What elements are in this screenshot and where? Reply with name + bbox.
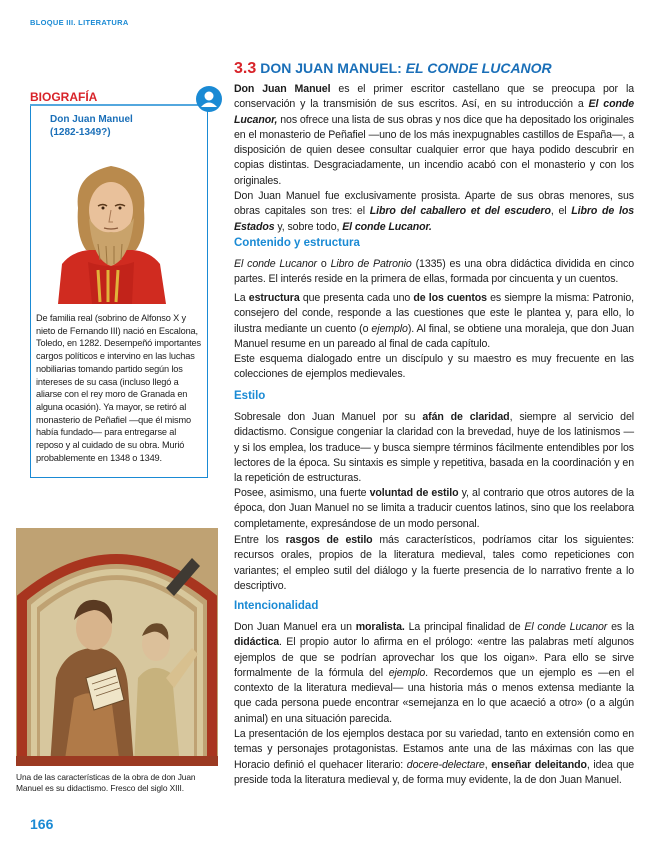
keyword: rasgos de estilo	[285, 534, 373, 546]
estilo-paragraph-1	[234, 410, 634, 486]
biography-name	[50, 114, 200, 139]
running-header: BLOQUE III. LITERATURA	[30, 18, 129, 27]
text-run: Don Juan Manuel era un	[234, 621, 356, 633]
text-run: La principal finalidad de	[404, 621, 525, 633]
text-run: La presentación de los ejemplos destaca por su variedad, tanto en extensión como en temas y personajes protagonistas. Estamos ante una de las máximas con las que Horacio definió el quehacer literario:	[234, 728, 634, 771]
biography-dates: (1282-1349?)	[50, 126, 111, 138]
section-title-text: DON JUAN MANUEL:	[260, 60, 406, 76]
text-run: ,	[484, 758, 492, 771]
work-title: El conde Lucanor,	[234, 98, 634, 126]
text-run: , el	[550, 205, 572, 218]
text-run: . El propio autor lo afirma en el prólogo: «entre las palabras metí algunos ejemplos de que se podrían aprovechar los que los oigan». Para ello se sirve formalmente de la fórmula del	[234, 636, 634, 679]
biography-heading: BIOGRAFÍA	[30, 90, 98, 104]
contenido-paragraph-1	[234, 257, 634, 288]
text-run: es la	[607, 621, 634, 633]
text-run: nos ofrece una lista de sus obras y nos dice que ha depositado los originales en el monasterio de Peñafiel —uno de los más inexpugnables castillos de España—, a disposición de quien desee consultar cualquier error que haya podido descubrir en copias distintas. Desgraciadamente, un incendio acabó con el monasterio y con los originales.	[234, 113, 634, 187]
biography-arrow-line	[30, 96, 208, 106]
text-run: o	[316, 258, 331, 270]
text-run: más característicos, podríamos citar los siguientes: recursos orales, propios de la literatura medieval, tales como repeticiones con variantes; el empleo sutil del diálogo y la fuerte presencia de lo narrativo frente a lo descriptivo.	[234, 534, 634, 592]
estilo-paragraph-2	[234, 486, 634, 532]
work-title: Libro de los Estados	[234, 205, 635, 233]
keyword: ejemplo	[388, 666, 426, 679]
intro-paragraph-1	[234, 82, 634, 189]
text-run: La	[234, 292, 249, 304]
text-run: que presenta cada uno	[299, 292, 414, 304]
person-icon	[196, 86, 222, 112]
portrait-image	[48, 152, 174, 304]
author-name: Don Juan Manuel	[234, 83, 331, 95]
text-run: , idea que preside toda la literatura medieval y, de forma muy evidente, la de don Juan Manuel.	[234, 758, 635, 786]
keyword: enseñar deleitando	[491, 758, 587, 771]
biography-name-line: Don Juan Manuel	[50, 114, 133, 125]
keyword: de los cuentos	[413, 292, 487, 304]
text-run: y, sobre todo,	[274, 220, 343, 233]
page-number: 166	[30, 816, 54, 832]
text-run: . Recordemos que un ejemplo es —en el contexto de la literatura medieval— una historia más o menos extensa mediante la que cada persona puede encontrar «semejanza en lo que acaeció a otro» (o a algún animal) en una situación parecida.	[234, 666, 634, 725]
keyword: afán de claridad	[422, 411, 510, 423]
section-title	[234, 60, 552, 78]
biography-text: De familia real (sobrino de Alfonso X y nieto de Fernando III) nació en Escalona, Toledo, en 1282. Desempeñó importantes cargos políticos e intervino en las luchas nobiliarias tomando partido según los intereses de su casa (incluso llegó a aliarse con el rey moro de Granada en alguna ocasión). Ya mayor, se retiró al monasterio de Peñafiel —que él mismo había fundado— para entregarse al reposo y al cuidado de su obra. Murió probablemente en 1348 o 1349.	[36, 313, 201, 463]
text-run: Entre los	[234, 534, 286, 546]
text-run: ). Al final, se obtiene una moraleja, que don Juan Manuel resume en un pareado al final de cada capítulo.	[234, 322, 634, 350]
work-title: El conde Lucanor.	[342, 220, 432, 233]
keyword: voluntad de estilo	[369, 487, 459, 499]
text-run: es el primer escritor castellano que se preocupa por la conservación y la transmisión de sus escritos. Así, en su introducción a	[234, 83, 634, 111]
intencionalidad-paragraph-1	[234, 620, 634, 727]
text-run: y, al contrario que otros autores de la época, don Juan Manuel no se limita a traducir cuentos latinos, sino que los reelabora completamente, expresándose de un modo personal.	[234, 487, 634, 530]
work-title: Libro de Patronio	[330, 258, 412, 270]
contenido-paragraph-2	[234, 291, 634, 352]
text-run: (1335) es una obra didáctica dividida en cinco partes. El interés reside en la primera de ellas, formada por cincuenta y un cuentos.	[234, 258, 634, 286]
text-run: Don Juan Manuel fue exclusivamente prosista. Aparte de sus obras menores, sus obras capitales son tres: el	[234, 190, 634, 218]
intencionalidad-paragraph-2	[234, 727, 634, 788]
fresco-image	[16, 528, 218, 766]
text-run: es siempre la misma: Patronio, consejero del conde, responde a las cuestiones que este le plantea y, para ello, lo ilustra mediante un cuento (o	[234, 292, 635, 335]
estilo-paragraph-3	[234, 533, 634, 594]
contenido-paragraph-3: Este esquema dialogado entre un discípulo y su maestro es muy frecuente en las colecciones de ejemplos medievales.	[234, 353, 634, 381]
work-title: Libro del caballero et del escudero	[369, 205, 551, 218]
contenido-heading: Contenido y estructura	[234, 237, 360, 249]
section-title-italic: EL CONDE LUCANOR	[405, 60, 552, 76]
keyword: estructura	[248, 292, 300, 304]
section-number: 3.3	[234, 60, 257, 77]
fresco-caption: Una de las características de la obra de don Juan Manuel es su didactismo. Fresco del siglo XIII.	[16, 772, 196, 793]
keyword: ejemplo	[371, 322, 408, 335]
keyword: docere-delectare	[406, 758, 485, 771]
estilo-heading: Estilo	[234, 390, 266, 402]
text-run: Posee, asimismo, una fuerte	[234, 487, 370, 499]
keyword: moralista.	[355, 621, 405, 633]
keyword: didáctica	[234, 636, 280, 649]
intencionalidad-heading: Intencionalidad	[234, 600, 319, 612]
text-run: Sobresale don Juan Manuel por su	[234, 411, 423, 423]
text-run: , siempre al servicio del didactismo. Consigue congeniar la claridad con la brevedad, huye de los latinismos —y si los emplea, los traduce— y busca siempre términos fácilmente entendibles por los lectores de la época. Su sintaxis es simple y repetitiva, basada en la coordinación y en la repetición de estructuras.	[234, 411, 635, 485]
work-title: El conde Lucanor	[234, 258, 317, 270]
intro-paragraph-2	[234, 189, 634, 235]
work-title: El conde Lucanor	[524, 621, 608, 633]
